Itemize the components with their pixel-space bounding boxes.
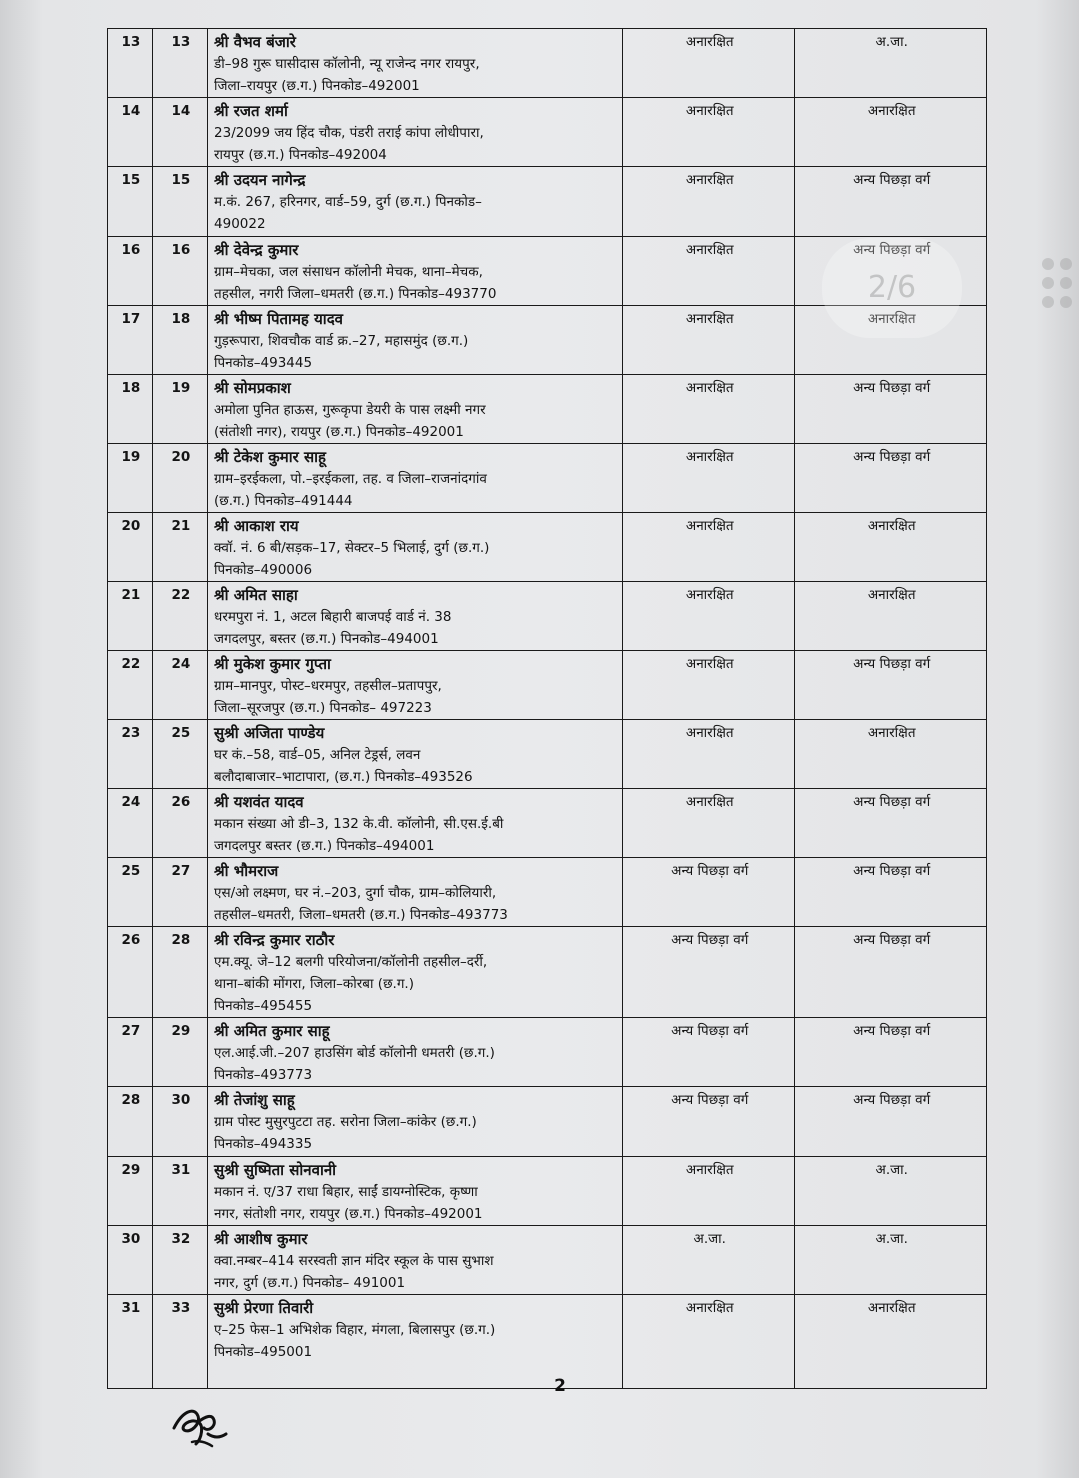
serial-number-cell: 17 [108,306,153,375]
candidate-name: श्री उदयन नागेन्द्र [214,171,306,189]
candidate-address: मकान नं. ए/37 राधा बिहार, साईं डायग्नोस्टिक, कृष्णा नगर, संतोशी नगर, रायपुर (छ.ग.) पिनकोड–492001 [214,1184,483,1222]
candidate-address: डी–98 गुरू घासीदास कॉलोनी, न्यू राजेन्द नगर रायपुर, जिला–रायपुर (छ.ग.) पिनकोड–492001 [214,56,480,94]
roll-number-cell: 20 [152,444,207,513]
candidate-address: म.कं. 267, हरिनगर, वार्ड–59, दुर्ग (छ.ग.) पिनकोड– 490022 [214,194,482,232]
serial-number-cell: 25 [108,858,153,927]
candidate-address: अमोला पुनित हाऊस, गुरूकृपा डेयरी के पास लक्ष्मी नगर (संतोशी नगर), रायपुर (छ.ग.) पिनकोड–492001 [214,402,486,440]
candidate-cell [208,1226,623,1295]
table-row [108,927,987,1018]
roll-number-cell: 27 [152,858,207,927]
candidate-cell [208,1018,623,1087]
category-cell: अनारक्षित [623,237,795,306]
caste-category-cell: अन्य पिछड़ा वर्ग [795,1087,987,1157]
candidate-name: श्री आकाश राय [214,517,299,535]
roll-number-cell: 32 [152,1226,207,1295]
candidate-name: श्री देवेन्द्र कुमार [214,241,299,259]
serial-number-cell: 23 [108,720,153,789]
table-row [108,720,987,789]
candidate-address: घर कं.–58, वार्ड–05, अनिल टेड्रर्स, लवन बलौदाबाजार–भाटापारा, (छ.ग.) पिनकोड–493526 [214,747,473,785]
candidate-name: श्री सोमप्रकाश [214,379,291,397]
roll-number-cell: 13 [152,29,207,98]
serial-number-cell: 30 [108,1226,153,1295]
roll-number-cell: 30 [152,1087,207,1157]
candidate-address: ग्राम–मानपुर, पोस्ट–धरमपुर, तहसील–प्रतापपुर, जिला–सूरजपुर (छ.ग.) पिनकोड– 497223 [214,678,442,716]
candidate-name: श्री यशवंत यादव [214,793,304,811]
caste-category-cell: अ.जा. [795,29,987,98]
table-row [108,651,987,720]
category-cell: अनारक्षित [623,98,795,167]
roll-number-cell: 22 [152,582,207,651]
roll-number-cell: 19 [152,375,207,444]
candidate-address: मकान संख्या ओ डी–3, 132 के.वी. कॉलोनी, सी.एस.ई.बी जगदलपुर बस्तर (छ.ग.) पिनकोड–494001 [214,816,504,854]
caste-category-cell: अन्य पिछड़ा वर्ग [795,1018,987,1087]
serial-number-cell: 21 [108,582,153,651]
caste-category-cell: अनारक्षित [795,306,987,375]
candidate-cell [208,513,623,582]
roll-number-cell: 28 [152,927,207,1018]
caste-category-cell: अन्य पिछड़ा वर्ग [795,444,987,513]
caste-category-cell: अन्य पिछड़ा वर्ग [795,927,987,1018]
candidate-cell [208,789,623,858]
caste-category-cell: अनारक्षित [795,582,987,651]
caste-category-cell: अन्य पिछड़ा वर्ग [795,789,987,858]
candidate-cell [208,858,623,927]
candidate-name: श्री टेकेश कुमार साहू [214,448,326,466]
candidate-address: ग्राम पोस्ट मुसुरपुटटा तह. सरोना जिला–कांकेर (छ.ग.) पिनकोड–494335 [214,1114,477,1152]
roll-number-cell: 21 [152,513,207,582]
handwritten-signature [168,1394,230,1456]
candidate-address: क्वॉ. नं. 6 बी/सड़क–17, सेक्टर–5 भिलाई, दुर्ग (छ.ग.) पिनकोड–490006 [214,540,490,578]
candidate-table-body [108,29,987,1389]
table-row [108,1226,987,1295]
category-cell: अनारक्षित [623,582,795,651]
serial-number-cell: 27 [108,1018,153,1087]
category-cell: अनारक्षित [623,1295,795,1389]
serial-number-cell: 13 [108,29,153,98]
candidate-name: श्री रविन्द्र कुमार राठौर [214,931,335,949]
candidate-cell [208,1295,623,1389]
candidate-name: श्री अमित साहा [214,586,298,604]
candidate-cell [208,375,623,444]
candidate-address: ए–25 फेस–1 अभिशेक विहार, मंगला, बिलासपुर (छ.ग.) पिनकोड–495001 [214,1322,496,1360]
candidate-cell [208,651,623,720]
roll-number-cell: 18 [152,306,207,375]
candidate-address: ग्राम–मेचका, जल संसाधन कॉलोनी मेचक, थाना–मेचक, तहसील, नगरी जिला–धमतरी (छ.ग.) पिनकोड–493770 [214,264,497,302]
candidate-cell [208,306,623,375]
category-cell: अनारक्षित [623,1157,795,1226]
serial-number-cell: 16 [108,237,153,306]
serial-number-cell: 28 [108,1087,153,1157]
category-cell: अनारक्षित [623,375,795,444]
caste-category-cell: अन्य पिछड़ा वर्ग [795,651,987,720]
category-cell: अनारक्षित [623,720,795,789]
table-row [108,98,987,167]
serial-number-cell: 15 [108,167,153,237]
candidate-address: एस/ओ लक्ष्मण, घर नं.–203, दुर्गा चौक, ग्राम–कोलियारी, तहसील–धमतरी, जिला–धमतरी (छ.ग.) पिनकोड–493773 [214,885,508,923]
candidate-name: श्री आशीष कुमार [214,1230,308,1248]
roll-number-cell: 26 [152,789,207,858]
candidate-cell [208,720,623,789]
roll-number-cell: 25 [152,720,207,789]
candidate-name: सुश्री सुष्मिता सोनवानी [214,1161,337,1179]
roll-number-cell: 24 [152,651,207,720]
candidate-cell [208,98,623,167]
serial-number-cell: 22 [108,651,153,720]
caste-category-cell: अ.जा. [795,1157,987,1226]
candidate-address: गुड़रूपारा, शिवचौक वार्ड क्र.–27, महासमुंद (छ.ग.) पिनकोड–493445 [214,333,469,371]
candidate-table [107,28,987,1389]
serial-number-cell: 18 [108,375,153,444]
category-cell: अनारक्षित [623,167,795,237]
category-cell: अनारक्षित [623,29,795,98]
candidate-name: श्री वैभव बंजारे [214,33,296,51]
table-row [108,513,987,582]
candidate-name: श्री भीष्म पितामह यादव [214,310,343,328]
table-row [108,444,987,513]
page-indicator-badge: 2/6 [822,238,962,338]
category-cell: अनारक्षित [623,444,795,513]
caste-category-cell: अन्य पिछड़ा वर्ग [795,858,987,927]
category-cell: अनारक्षित [623,306,795,375]
caste-category-cell: अन्य पिछड़ा वर्ग [795,167,987,237]
table-row [108,1295,987,1389]
candidate-address: ग्राम–इरईकला, पो.–इरईकला, तह. व जिला–राजनांदगांव (छ.ग.) पिनकोड–491444 [214,471,487,509]
table-row [108,1087,987,1157]
category-cell: अन्य पिछड़ा वर्ग [623,927,795,1018]
candidate-address: एम.क्यू. जे–12 बलगी परियोजना/कॉलोनी तहसील–दर्री, थाना–बांकी मोंगरा, जिला–कोरबा (छ.ग.) पिनकोड–495455 [214,954,488,1014]
candidate-name: श्री भौमराज [214,862,279,880]
candidate-cell [208,1157,623,1226]
caste-category-cell: अन्य पिछड़ा वर्ग [795,375,987,444]
category-cell: अन्य पिछड़ा वर्ग [623,1018,795,1087]
roll-number-cell: 29 [152,1018,207,1087]
table-row [108,167,987,237]
candidate-name: श्री तेजांशु साहू [214,1091,295,1109]
category-cell: अन्य पिछड़ा वर्ग [623,1087,795,1157]
caste-category-cell: अनारक्षित [795,1295,987,1389]
table-row [108,1018,987,1087]
category-cell: अ.जा. [623,1226,795,1295]
candidate-cell [208,167,623,237]
table-row [108,858,987,927]
serial-number-cell: 26 [108,927,153,1018]
table-row [108,789,987,858]
category-cell: अनारक्षित [623,789,795,858]
serial-number-cell: 31 [108,1295,153,1389]
candidate-name: सुश्री अजिता पाण्डेय [214,724,325,742]
roll-number-cell: 31 [152,1157,207,1226]
serial-number-cell: 14 [108,98,153,167]
candidate-name: सुश्री प्रेरणा तिवारी [214,1299,314,1317]
serial-number-cell: 24 [108,789,153,858]
candidate-address: एल.आई.जी.–207 हाउसिंग बोर्ड कॉलोनी धमतरी (छ.ग.) पिनकोड–493773 [214,1045,495,1083]
caste-category-cell: अ.जा. [795,1226,987,1295]
roll-number-cell: 15 [152,167,207,237]
candidate-address: क्वा.नम्बर–414 सरस्वती ज्ञान मंदिर स्कूल के पास सुभाश नगर, दुर्ग (छ.ग.) पिनकोड– 491001 [214,1253,494,1291]
candidate-name: श्री मुकेश कुमार गुप्ता [214,655,331,673]
table-row [108,375,987,444]
caste-category-cell: अनारक्षित [795,98,987,167]
category-cell: अन्य पिछड़ा वर्ग [623,858,795,927]
candidate-address: धरमपुरा नं. 1, अटल बिहारी बाजपई वार्ड नं. 38 जगदलपुर, बस्तर (छ.ग.) पिनकोड–494001 [214,609,452,647]
category-cell: अनारक्षित [623,513,795,582]
candidate-name: श्री अमित कुमार साहू [214,1022,330,1040]
candidate-name: श्री रजत शर्मा [214,102,288,120]
caste-category-cell: अन्य पिछड़ा वर्ग [795,237,987,306]
category-cell: अनारक्षित [623,651,795,720]
roll-number-cell: 14 [152,98,207,167]
serial-number-cell: 29 [108,1157,153,1226]
roll-number-cell: 16 [152,237,207,306]
candidate-cell [208,1087,623,1157]
serial-number-cell: 19 [108,444,153,513]
candidate-cell [208,237,623,306]
page-number: 2 [554,1376,566,1396]
grid-menu-icon[interactable] [1042,258,1076,308]
table-row [108,29,987,98]
table-row [108,1157,987,1226]
candidate-address: 23/2099 जय हिंद चौक, पंडरी तराई कांपा लोधीपारा, रायपुर (छ.ग.) पिनकोड–492004 [214,125,484,163]
candidate-cell [208,444,623,513]
caste-category-cell: अनारक्षित [795,720,987,789]
candidate-cell [208,927,623,1018]
caste-category-cell: अनारक्षित [795,513,987,582]
candidate-cell [208,29,623,98]
candidate-cell [208,582,623,651]
serial-number-cell: 20 [108,513,153,582]
roll-number-cell: 33 [152,1295,207,1389]
table-row [108,582,987,651]
